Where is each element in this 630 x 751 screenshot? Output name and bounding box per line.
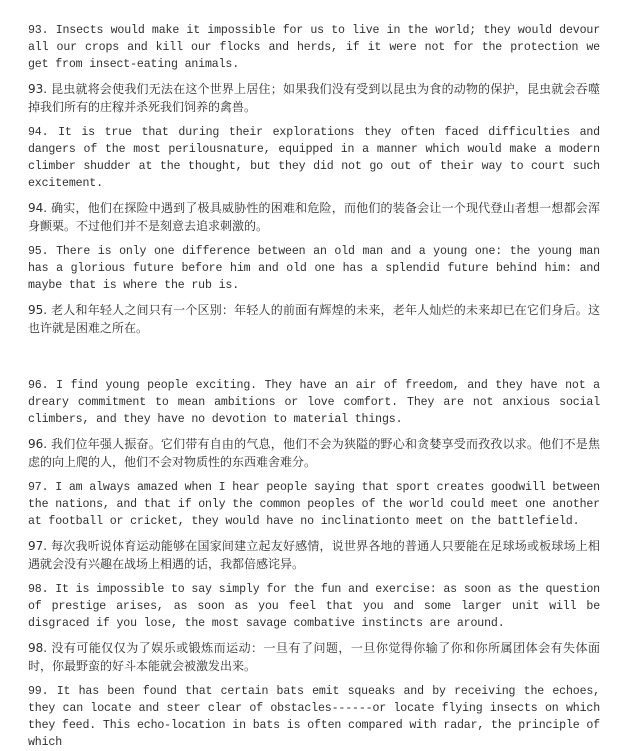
entry-94-chinese: 94. 确实，他们在探险中遇到了极具威胁性的困难和危险，而他们的装备会让一个现代登山者想一想都会浑身颤栗。不过他们并不是刻意去追求刺激的。 <box>28 201 600 233</box>
entry-96-chinese: 96. 我们位年强人振奋。它们带有自由的气息，他们不会为狭隘的野心和贪婪享受而孜孜以求。他们不是焦虑的向上爬的人，他们不会对物质性的东西难舍难分。 <box>28 437 600 469</box>
entry-96-english: 96. I find young people exciting. They have an air of freedom, and they have not a dreary commitment to mean ambitions or love comfort. They are not anxious social climbers, and they have no devotion to material things. <box>28 379 600 426</box>
entry-93-chinese: 93. 昆虫就将会使我们无法在这个世界上居住；如果我们没有受到以昆虫为食的动物的保护，昆虫就会吞噬掉我们所有的庄稼并杀死我们饲养的禽兽。 <box>28 82 600 114</box>
entry-98-chinese: 98. 没有可能仅仅为了娱乐或锻炼而运动：一旦有了问题，一旦你觉得你输了你和你所属团体会有失体面时，你最野蛮的好斗本能就会被激发出来。 <box>28 641 600 673</box>
entry-98-english: 98. It is impossible to say simply for the fun and exercise: as soon as the question of prestige arises, as soon as you feel that you and some larger unit will be disgraced if you lose, the most savage combative instincts are around. <box>28 583 600 630</box>
entry-95-english: 95. There is only one difference between an old man and a young one: the young man has a glorious future before him and old one has a splendid future behind him: and maybe that is where the rub is. <box>28 245 600 292</box>
entry-94-english: 94. It is true that during their explorations they often faced difficulties and dangers of the most perilousnature, equipped in a manner which would make a modern climber shudder at the thought, but they did not go out of their way to court such excitement. <box>28 126 600 190</box>
entry-95-chinese: 95. 老人和年轻人之间只有一个区别：年轻人的前面有辉煌的未来，老年人灿烂的未来却已在它们身后。这也许就是困难之所在。 <box>28 303 600 335</box>
entry-93-english: 93. Insects would make it impossible for us to live in the world; they would devour all our crops and kill our flocks and herds, if it were not for the protection we get from insect-eating animals. <box>28 24 600 71</box>
entry-97-english: 97. I am always amazed when I hear people saying that sport creates goodwill between the nations, and that if only the common peoples of the world could meet one another at football or cricket, they would have no inclinationto meet on the battlefield. <box>28 481 600 528</box>
document-page <box>28 22 600 751</box>
entry-99-english: 99. It has been found that certain bats emit squeaks and by receiving the echoes, they can locate and steer clear of obstacles------or locate flying insects on which they feed. This echo-location in bats is often compared with radar, the principle of which <box>28 685 600 749</box>
entry-97-chinese: 97. 每次我听说体育运动能够在国家间建立起友好感情，说世界各地的普通人只要能在足球场或板球场上相遇就会没有兴趣在战场上相遇的话，我都倍感诧异。 <box>28 539 600 571</box>
